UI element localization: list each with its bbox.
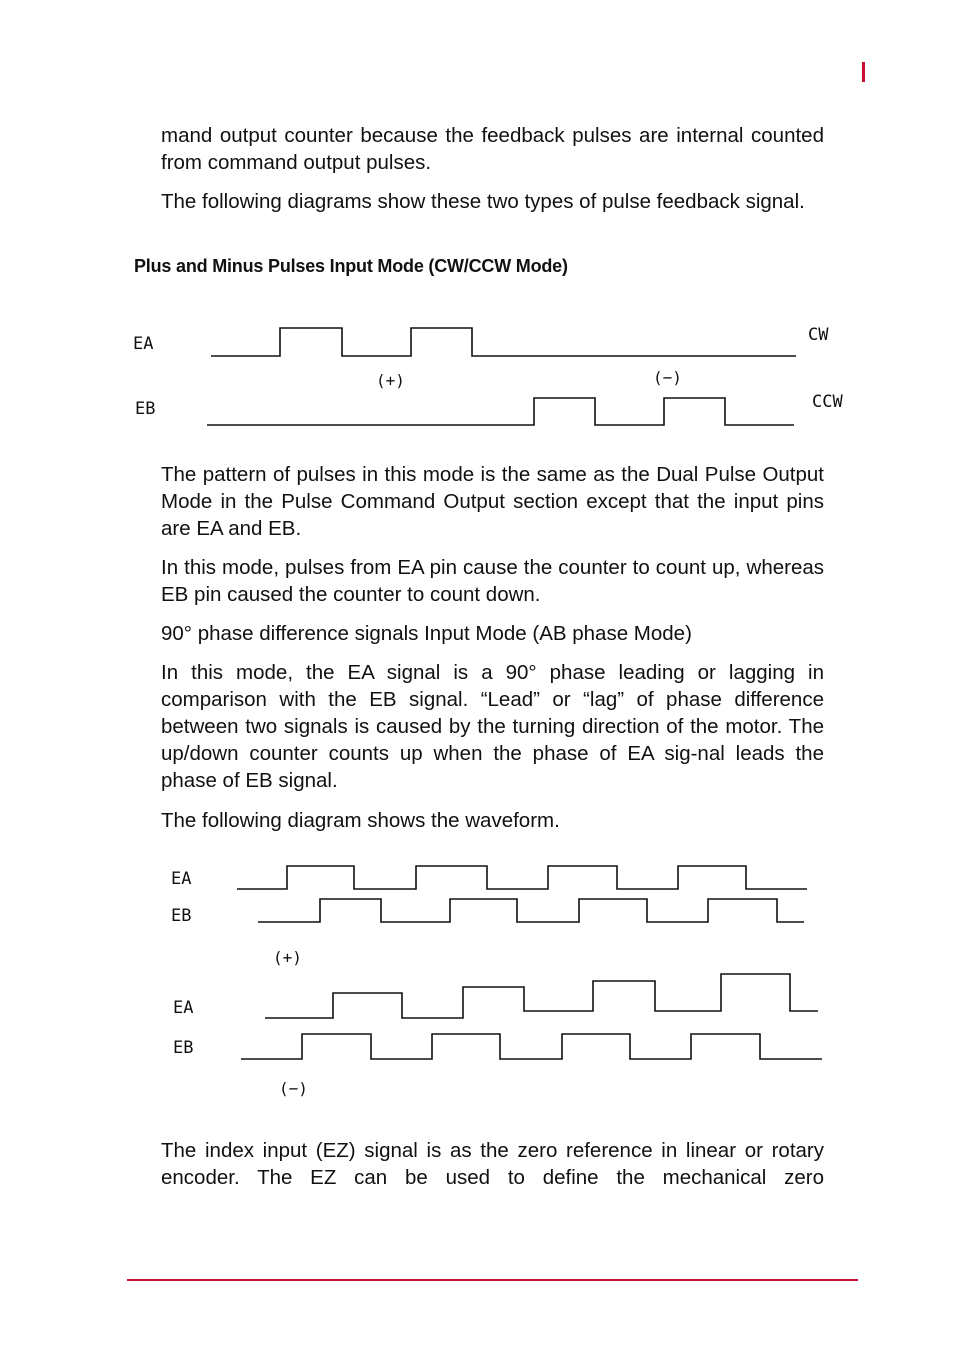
diagram1-label-minus: (−): [653, 368, 682, 387]
diagram1-label-eb: EB: [135, 399, 156, 419]
diagram2-label-plus: (+): [273, 948, 302, 967]
diagram1-label-ccw: CCW: [812, 392, 843, 412]
diagram2-ea-forward-waveform: [237, 866, 807, 889]
paragraph-diagrams-intro: The following diagrams show these two types of pulse feedback signal.: [161, 190, 805, 213]
diagram2-label-ea-reverse: EA: [173, 998, 194, 1018]
footer-rule: [127, 1279, 858, 1281]
diagram1-label-cw: CW: [808, 325, 829, 345]
paragraph-waveform-intro: The following diagram shows the waveform.: [161, 809, 560, 832]
paragraph-ab-phase-description: In this mode, the EA signal is a 90° phase leading or lagging in comparison with the EB signal. “Lead” or “lag” of phase difference between two signals is caused by the turning direction of the motor. The up/down counter counts up when the phase of EA sig-nal leads the phase of EB signal.: [161, 661, 824, 792]
diagram2-eb-reverse-waveform: [241, 1034, 822, 1059]
diagram1-label-plus: (+): [376, 371, 405, 390]
paragraph-command-counter: mand output counter because the feedback pulses are internal counted from command output pulses.: [161, 124, 824, 174]
diagram1-heading: Plus and Minus Pulses Input Mode (CW/CCW Mode): [134, 256, 568, 276]
diagram2-label-eb-forward: EB: [171, 906, 192, 926]
diagram2-eb-forward-waveform: [258, 899, 804, 922]
diagram2-label-eb-reverse: EB: [173, 1038, 194, 1058]
diagram2-label-minus: (−): [279, 1079, 308, 1098]
paragraph-pattern-description: The pattern of pulses in this mode is the same as the Dual Pulse Output Mode in the Pulse Command Output section except that the input pins are EA and EB.: [161, 463, 824, 540]
paragraph-ab-phase-title: 90° phase difference signals Input Mode (AB phase Mode): [161, 622, 692, 645]
paragraph-count-direction: In this mode, pulses from EA pin cause the counter to count up, whereas EB pin caused the counter to count down.: [161, 556, 824, 606]
diagram2-ea-reverse-waveform: [265, 974, 818, 1018]
diagram1-label-ea: EA: [133, 334, 154, 354]
diagram2-label-ea-forward: EA: [171, 869, 192, 889]
paragraph-index-input: The index input (EZ) signal is as the zero reference in linear or rotary encoder. The EZ can be used to define the mechanical zero: [161, 1139, 824, 1189]
